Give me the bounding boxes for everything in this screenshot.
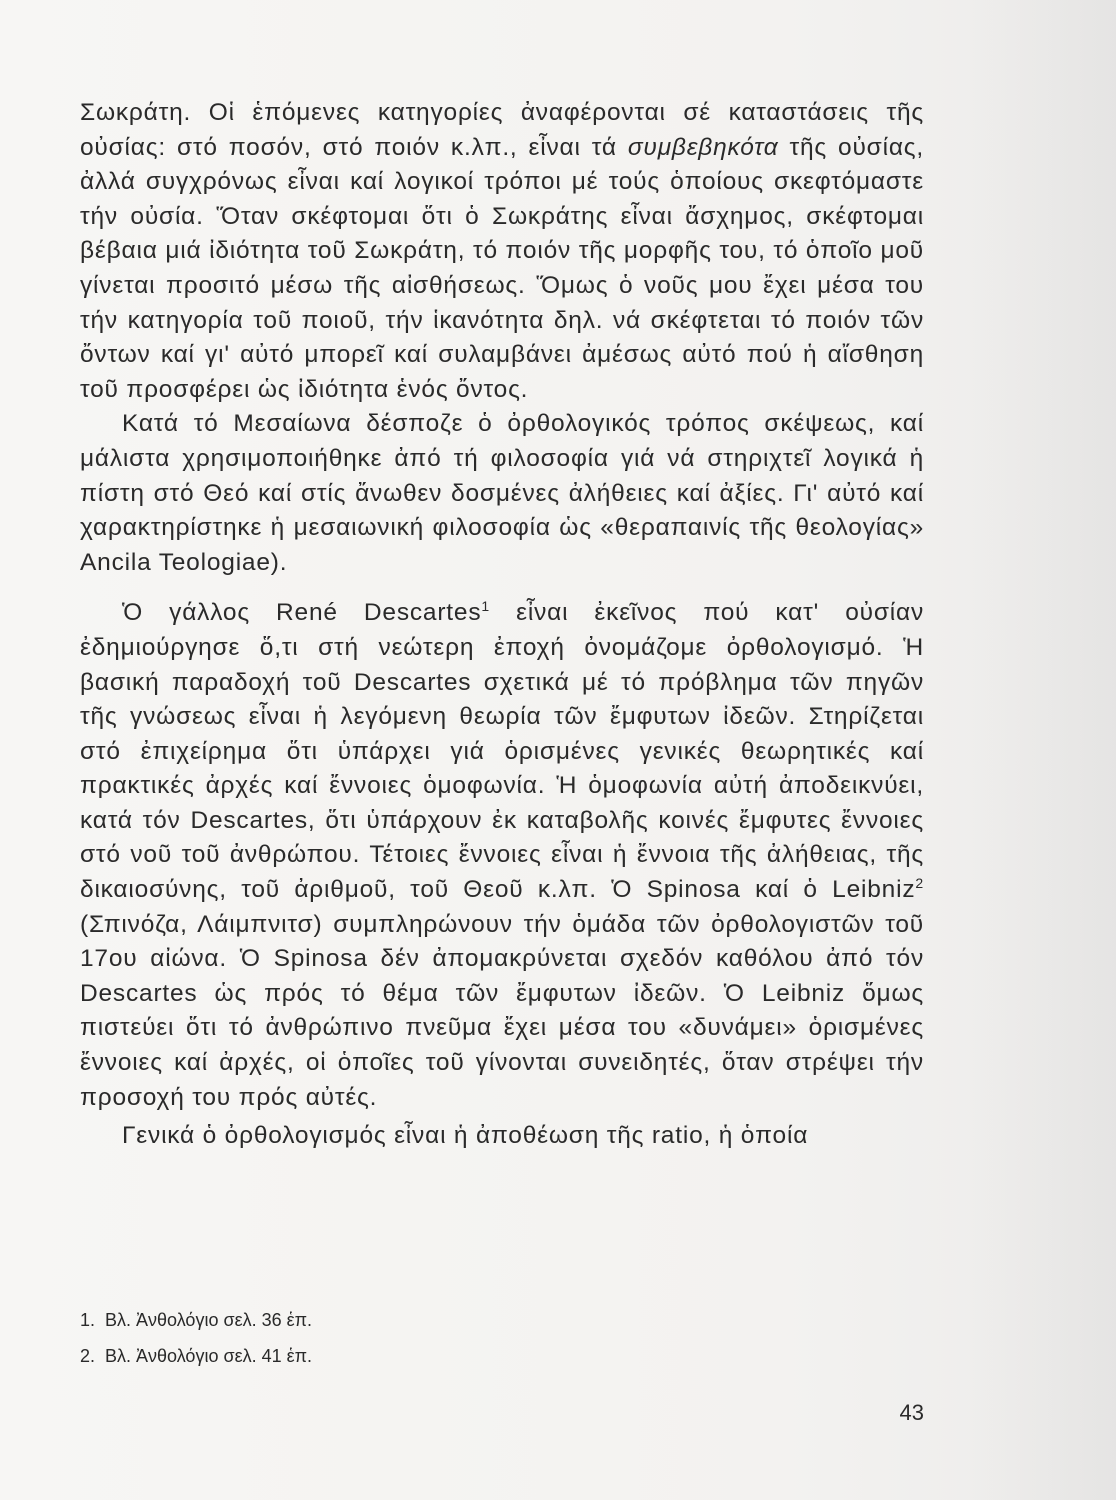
footnote-ref: 1: [481, 598, 490, 615]
italic-term: συμβεβηκότα: [627, 133, 779, 161]
body-text: [80, 96, 924, 1154]
text-run: Γενικά ὁ ὀρθολογισμός εἶναι ἡ ἀποθέωση τῆς ratio, ἡ ὁποία: [122, 1122, 809, 1150]
paragraph-p3: [80, 596, 924, 1115]
text-run: τῆς οὐσίας, ἀλλά συγχρόνως εἶναι καί λογικοί τρόποι μέ τούς ὁποίους σκεφτόμαστε τήν οὐσία. Ὅταν σκέφτομαι ὅτι ὁ Σωκράτης εἶναι ἄσχημος, σκέφτομαι βέβαια μιά ἰδιότητα τοῦ Σωκράτη, τό ποιόν τῆς μορφῆς του, τό ὁποῖο μοῦ γίνεται προσιτό μέσω τῆς αἰσθήσεως. Ὅμως ὁ νοῦς μου ἔχει μέσα του τήν κατηγορία τοῦ ποιοῦ, τήν ἱκανότητα δηλ. νά σκέφτεται τό ποιόν τῶν ὄντων καί γι' αὐτό μπορεῖ καί συλαμβάνει ἀμέσως αὐτό πού ἡ αἴσθηση τοῦ προσφέρει ὡς ἰδιότητα ἑνός ὄντος.: [80, 133, 924, 403]
footnote: [80, 1302, 924, 1338]
page-edge-shadow: [966, 0, 1116, 1500]
text-run: Ὁ γάλλος René Descartes: [122, 599, 482, 627]
footnote-text: Βλ. Ἀνθολόγιο σελ. 36 ἑπ.: [105, 1310, 313, 1330]
text-run: (Σπινόζα, Λάιμπνιτσ) συμπληρώνουν τήν ὁμάδα τῶν ὀρθολογιστῶν τοῦ 17ου αἰώνα. Ὁ Spinosa δέν ἀπομακρύνεται σχεδόν καθόλου ἀπό τόν Descartes ὡς πρός τό θέμα τῶν ἔμφυτων ἰδεῶν. Ὁ Leibniz ὅμως πιστεύει ὅτι τό ἀνθρώπινο πνεῦμα ἔχει μέσα του «δυνάμει» ὁρισμένες ἔννοιες καί ἀρχές, οἱ ὁποῖες τοῦ γίνονται συνειδητές, ὅταν στρέψει τήν προσοχή του πρός αὐτές.: [80, 910, 924, 1111]
paragraph-p4: [80, 1119, 924, 1154]
footnote-text: Βλ. Ἀνθολόγιο σελ. 41 ἑπ.: [105, 1346, 313, 1366]
footnote-ref: 2: [915, 875, 924, 892]
paragraph-p1: [80, 96, 924, 407]
paragraph-p2: [80, 407, 924, 580]
footnote-number: 2.: [80, 1346, 96, 1366]
footnotes: [80, 1302, 924, 1374]
text-run: Κατά τό Μεσαίωνα δέσποζε ὁ ὀρθολογικός τρόπος σκέψεως, καί μάλιστα χρησιμοποιήθηκε ἀπό τή φιλοσοφία γιά νά στηριχτεῖ λογικά ἡ πίστη στό Θεό καί στίς ἄνωθεν δοσμένες ἀλήθειες καί ἀξίες. Γι' αὐτό καί χαρακτηρίστηκε ἡ μεσαιωνική φιλοσοφία ὡς «θεραπαινίς τῆς θεολογίας» Ancila Teologiae).: [80, 410, 924, 576]
text-run: Σωκράτη. Οἱ ἑπόμενες κατηγορίες ἀναφέρονται σέ καταστάσεις τῆς οὐσίας: στό ποσόν, στό ποιόν κ.λπ., εἶναι τά: [80, 99, 924, 161]
text-run: εἶναι ἐκεῖνος πού κατ' οὐσίαν ἐδημιούργησε ὅ,τι στή νεώτερη ἐποχή ὀνομάζομε ὀρθολογισμό. Ἡ βασική παραδοχή τοῦ Descartes σχετικά μέ τό πρόβλημα τῶν πηγῶν τῆς γνώσεως εἶναι ἡ λεγόμενη θεωρία τῶν ἔμφυτων ἰδεῶν. Στηρίζεται στό ἐπιχείρημα ὅτι ὑπάρχει γιά ὁρισμένες γενικές θεωρητικές καί πρακτικές ἀρχές καί ἔννοιες ὁμοφωνία. Ἡ ὁμοφωνία αὐτή ἀποδεικνύει, κατά τόν Descartes, ὅτι ὑπάρχουν ἐκ καταβολῆς κοινές ἔμφυτες ἔννοιες στό νοῦ τοῦ ἀνθρώπου. Τέτοιες ἔννοιες εἶναι ἡ ἔννοια τῆς ἀλήθειας, τῆς δικαιοσύνης, τοῦ ἀριθμοῦ, τοῦ Θεοῦ κ.λπ. Ὁ Spinosa καί ὁ Leibniz: [80, 599, 925, 904]
footnote: [80, 1338, 924, 1374]
page-number: 43: [899, 1400, 924, 1425]
footnote-number: 1.: [80, 1310, 96, 1330]
